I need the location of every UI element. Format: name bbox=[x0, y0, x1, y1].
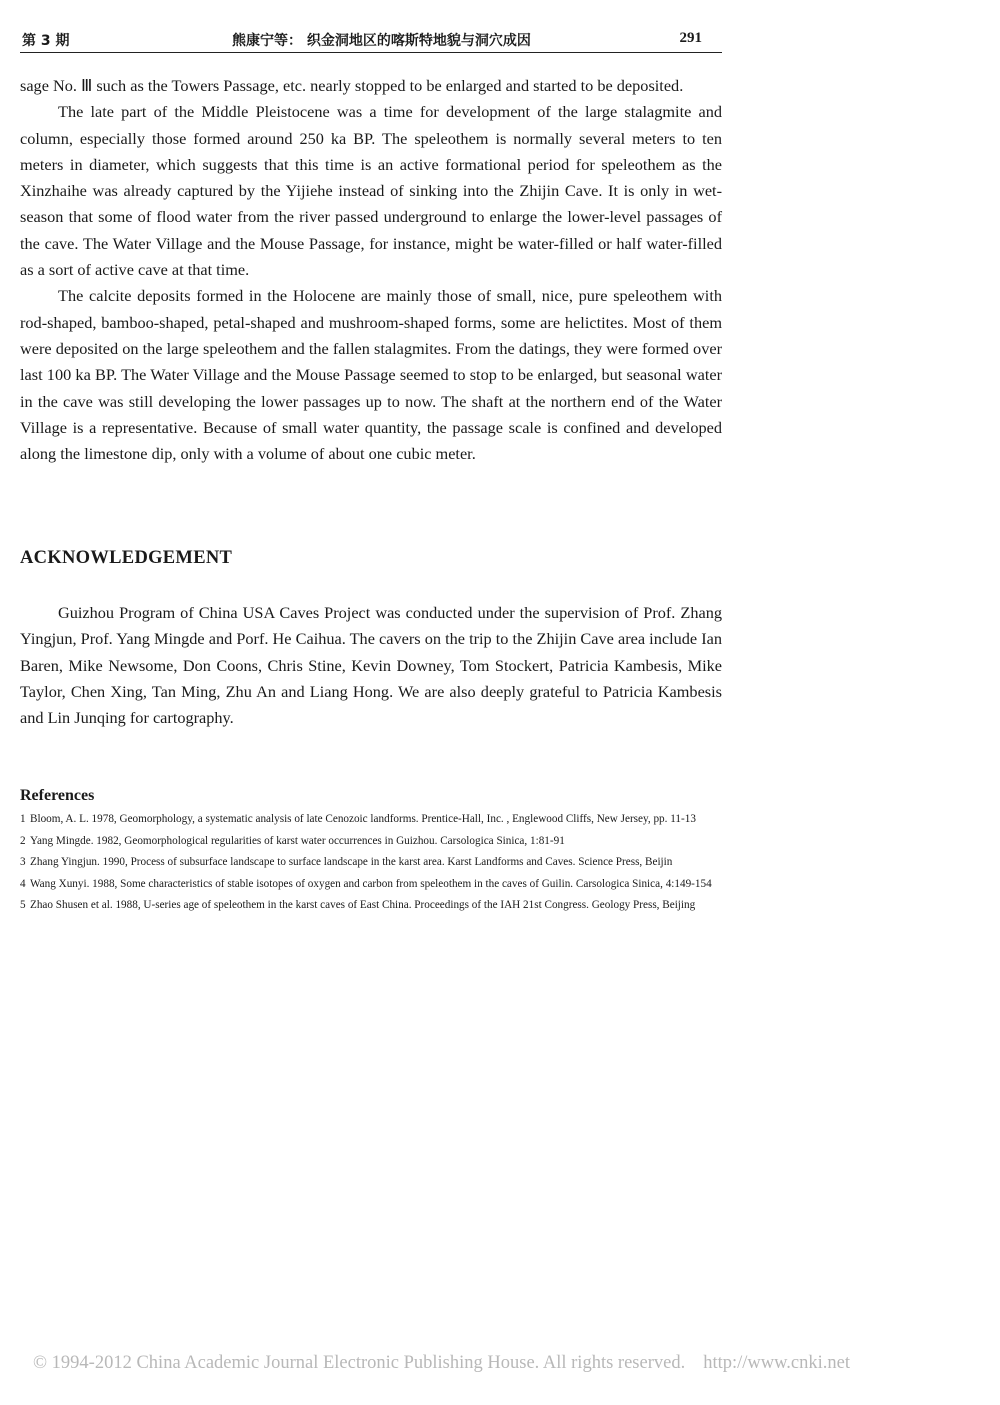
copyright-footer bbox=[33, 1353, 850, 1374]
reference-item bbox=[20, 855, 722, 871]
reference-item bbox=[20, 812, 722, 828]
reference-number: 4 bbox=[20, 877, 26, 890]
cnki-link[interactable]: http://www.cnki.net bbox=[703, 1353, 850, 1373]
reference-item bbox=[20, 898, 722, 914]
running-header bbox=[20, 28, 722, 53]
issue-label: 第 3 期 bbox=[22, 33, 70, 49]
reference-item bbox=[20, 877, 722, 893]
reference-text: Yang Mingde. 1982, Geomorphological regularities of karst water occurrences in Guizhou. Carsologica Sinica, 1:81-91 bbox=[30, 834, 565, 847]
references-list bbox=[20, 812, 722, 920]
reference-text: Wang Xunyi. 1988, Some characteristics of stable isotopes of oxygen and carbon from speleothem in the caves of Guilin. Carsologica Sinica, 4:149-154 bbox=[30, 877, 712, 890]
reference-item bbox=[20, 834, 722, 850]
copyright-text: © 1994-2012 China Academic Journal Electronic Publishing House. All rights reserved. bbox=[33, 1353, 686, 1373]
reference-number: 2 bbox=[20, 834, 26, 847]
paragraph-middle-pleistocene: The late part of the Middle Pleistocene was a time for development of the large stalagmite and column, especially those formed around 250 ka BP. The speleothem is normally several meters to ten meters in diameter, which suggests that this time is an active formational period for speleothem as the Xinzhaihe was already captured by the Yijiehe instead of sinking into the Zhijin Cave. It is only in wet-season that some of flood water from the river passed underground to enlarge the lower-level passages of the cave. The Water Village and the Mouse Passage, for instance, might be water-filled or half water-filled as a sort of active cave at that time. bbox=[20, 102, 722, 280]
body-text bbox=[20, 73, 722, 467]
references-heading: References bbox=[20, 787, 95, 804]
acknowledgement-text: Guizhou Program of China USA Caves Project was conducted under the supervision of Prof. Zhang Yingjun, Prof. Yang Mingde and Porf. He Caihua. The cavers on the trip to the Zhijin Cave area include Ian Baren, Mike Newsome, Don Coons, Chris Stine, Kevin Downey, Tom Stockert, Patricia Kambesis, Mike Taylor, Chen Xing, Tan Ming, Zhu An and Liang Hong. We are also deeply grateful to Patricia Kambesis and Lin Junqing for cartography. bbox=[20, 603, 722, 728]
reference-text: Zhao Shusen et al. 1988, U-series age of speleothem in the karst caves of East China. Proceedings of the IAH 21st Congress. Geology Press, Beijing bbox=[30, 899, 696, 911]
reference-number: 3 bbox=[20, 856, 26, 868]
paragraph-holocene: The calcite deposits formed in the Holocene are mainly those of small, nice, pure speleothem with rod-shaped, bamboo-shaped, petal-shaped and mushroom-shaped forms, some are helictites. Most of them were deposited on the large speleothem and the fallen stalagmites. From the datings, they were formed over last 100 ka BP. The Water Village and the Mouse Passage seemed to stop to be enlarged, but seasonal water in the cave was still developing the lower passages up to now. The shaft at the northern end of the Water Village is a representative. Because of small water quantity, the passage scale is confined and developed along the limestone dip, only with a volume of about one cubic meter. bbox=[20, 286, 722, 464]
paragraph-continued: sage No. Ⅲ such as the Towers Passage, etc. nearly stopped to be enlarged and started to be deposited. bbox=[20, 76, 684, 95]
reference-number: 5 bbox=[20, 899, 26, 911]
reference-text: Zhang Yingjun. 1990, Process of subsurface landscape to surface landscape in the karst area. Karst Landforms and Caves. Science Press, Beijin bbox=[30, 856, 673, 868]
running-title: 熊康宁等： 织金洞地区的喀斯特地貌与洞穴成因 bbox=[232, 33, 531, 49]
acknowledgement-heading: ACKNOWLEDGEMENT bbox=[20, 548, 233, 568]
reference-text: Bloom, A. L. 1978, Geomorphology, a systematic analysis of late Cenozoic landforms. Prentice-Hall, Inc. , Englewood Cliffs, New Jersey, pp. 11-13 bbox=[30, 813, 696, 825]
page-number: 291 bbox=[679, 30, 702, 46]
reference-number: 1 bbox=[20, 813, 26, 825]
